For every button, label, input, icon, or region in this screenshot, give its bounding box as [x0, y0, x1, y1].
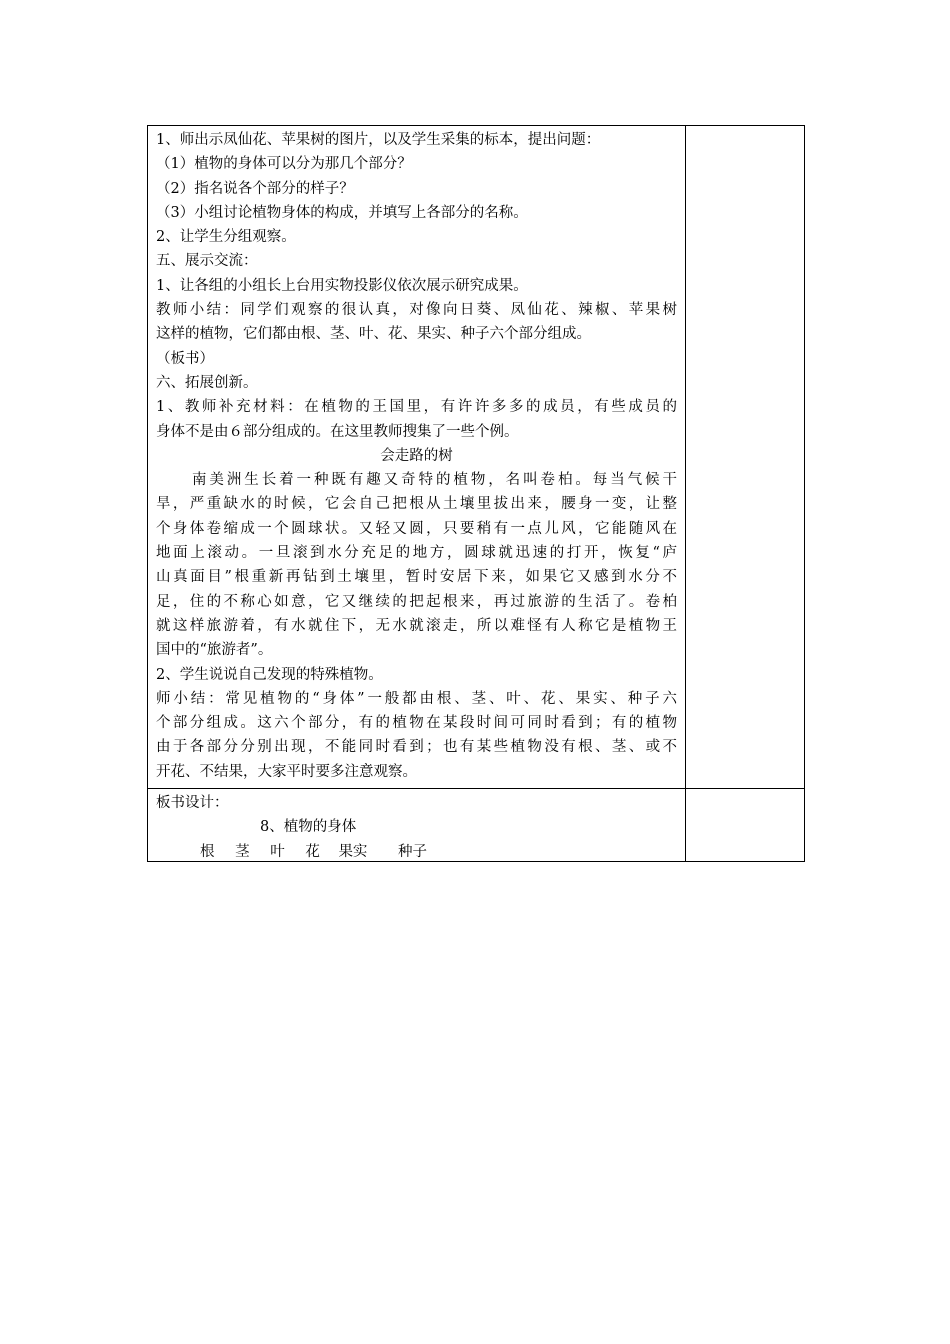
text-line: 1、教师补充材料：在植物的王国里，有许许多多的成员，有些成员的 — [156, 399, 677, 416]
notes-cell — [686, 789, 805, 862]
lesson-content-cell — [148, 126, 686, 789]
board-design-cell — [148, 789, 686, 862]
text-line: （2）指名说各个部分的样子？ — [156, 180, 354, 197]
board-word: 叶 — [270, 843, 285, 860]
text-line: （3）小组讨论植物身体的构成，并填写上各部分的名称。 — [156, 204, 528, 221]
board-words — [156, 840, 677, 864]
table-row — [148, 126, 805, 789]
text-line: 1、师出示凤仙花、苹果树的图片，以及学生采集的标本，提出问题： — [156, 132, 601, 148]
text-line: 开花、不结果，大家平时要多注意观察。 — [156, 763, 417, 780]
board-word: 花 — [305, 843, 320, 860]
text-line: （1）植物的身体可以分为那几个部分？ — [156, 156, 412, 173]
story-line: 山真面目”根重新再钻到土壤里，暂时安居下来，如果它又感到水分不 — [156, 569, 677, 586]
text-line: （板书） — [156, 350, 214, 367]
section-heading: 五、展示交流： — [156, 253, 258, 270]
board-word: 根 — [200, 843, 215, 860]
text-line: 由于各部分分别出现，不能同时看到；也有某些植物没有根、茎、或不 — [156, 739, 677, 756]
text-line: 这样的植物，它们都由根、茎、叶、花、果实、种子六个部分组成。 — [156, 326, 591, 343]
text-line: 2、学生说说自己发现的特殊植物。 — [156, 666, 383, 683]
text-line: 个部分组成。这六个部分，有的植物在某段时间可同时看到；有的植物 — [156, 715, 677, 732]
text-line: 身体不是由６部分组成的。在这里教师搜集了一些个例。 — [156, 423, 519, 440]
story-title: 会走路的树 — [380, 447, 453, 464]
text-line: 2、让学生分组观察。 — [156, 229, 296, 246]
story-line: 南美洲生长着一种既有趣又奇特的植物，名叫卷柏。每当气候干 — [192, 472, 677, 489]
notes-cell — [686, 126, 805, 789]
board-label: 板书设计： — [156, 795, 229, 812]
story-line: 个身体卷缩成一个圆球状。又轻又圆，只要稍有一点儿风，它能随风在 — [156, 520, 677, 537]
table-row — [148, 789, 805, 862]
text-line: 师小结：常见植物的“身体”一般都由根、茎、叶、花、果实、种子六 — [156, 690, 677, 707]
board-word: 果实 — [338, 843, 368, 860]
board-word: 茎 — [235, 843, 250, 860]
section-heading: 六、拓展创新。 — [156, 374, 258, 391]
text-line: 教师小结：同学们观察的很认真，对像向日葵、凤仙花、辣椒、苹果树 — [156, 302, 677, 319]
board-title: 8、植物的身体 — [260, 819, 357, 836]
text-line: 1、让各组的小组长上台用实物投影仪依次展示研究成果。 — [156, 277, 528, 294]
story-line: 旱，严重缺水的时候，它会自己把根从土壤里拔出来，腰身一变，让整 — [156, 496, 677, 513]
story-line: 就这样旅游着，有水就住下，无水就滚走，所以难怪有人称它是植物王 — [156, 617, 677, 634]
story-line: 国中的“旅游者”。 — [156, 642, 273, 659]
story-line: 地面上滚动。一旦滚到水分充足的地方，圆球就迅速的打开，恢复“庐 — [156, 545, 677, 562]
lesson-plan-table — [147, 125, 805, 862]
story-line: 足，住的不称心如意，它又继续的把起根来，再过旅游的生活了。卷柏 — [156, 593, 677, 610]
board-word: 种子 — [398, 843, 428, 860]
